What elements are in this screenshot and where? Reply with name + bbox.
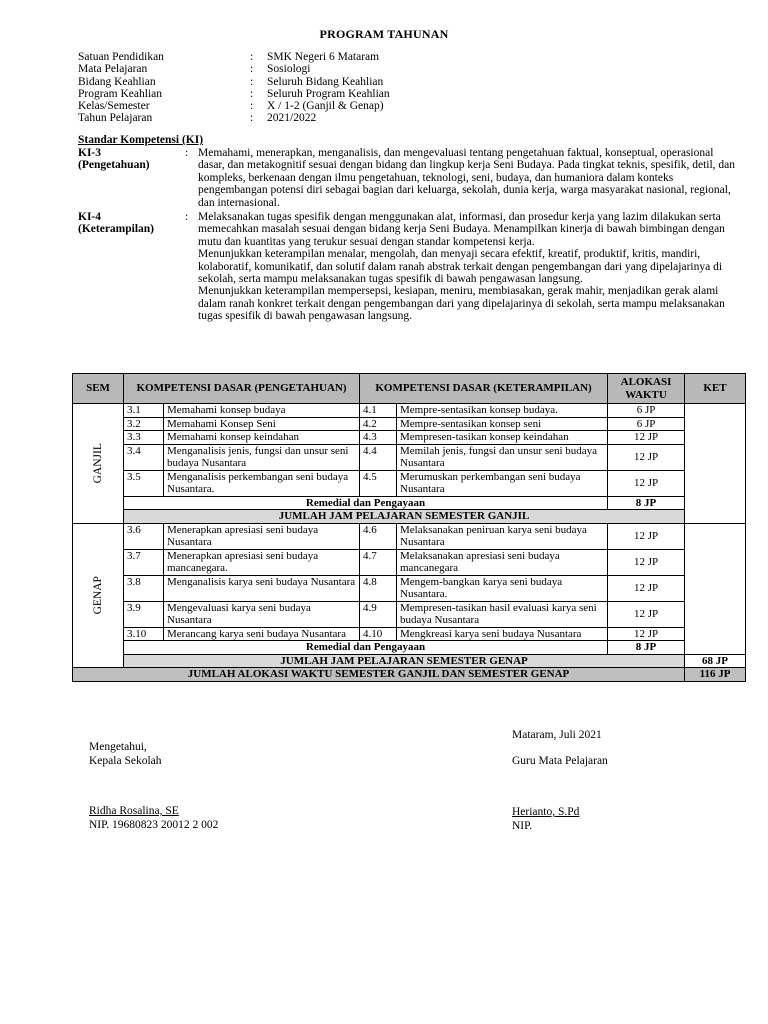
kd-text: Menganalisis karya seni budaya Nusantara <box>164 575 360 601</box>
kd-number: 3.3 <box>124 431 164 445</box>
kd-number: 4.5 <box>360 470 397 496</box>
identity-label: Mata Pelajaran <box>78 63 148 76</box>
right-role: Guru Mata Pelajaran <box>512 755 608 767</box>
identity-colon: : <box>250 63 254 76</box>
alokasi-cell: 12 JP <box>608 575 685 601</box>
identity-value: 2021/2022 <box>267 112 317 125</box>
ki3-code: KI-3 <box>78 147 101 159</box>
header-kd-keterampilan: KOMPETENSI DASAR (KETERAMPILAN) <box>360 374 608 404</box>
kd-number: 3.5 <box>124 470 164 496</box>
identity-colon: : <box>250 112 254 125</box>
identity-label: Satuan Pendidikan <box>78 51 164 63</box>
alokasi-cell: 6 JP <box>608 417 685 431</box>
kd-text: Memahami konsep budaya <box>164 404 360 418</box>
header-ket: KET <box>685 374 746 404</box>
ki4-text <box>198 211 742 323</box>
signature-left-name-block <box>89 804 218 832</box>
identity-colon: : <box>250 51 254 63</box>
identity-row <box>78 88 390 100</box>
semester-total-label: JUMLAH JAM PELAJARAN SEMESTER GENAP <box>124 654 685 668</box>
ki4-paragraph: Menunjukkan keterampilan menalar, mengolah, dan menyaji secara efektif, kreatif, produktif, kritis, mandiri, kolaboratif, komunikatif, dan solutif dalam ranah abstrak terkait dengan pengembangan dari yang dipelajarinya di sekolah, serta mampu melaksanakan tugas spesifik di bawah pengawasan langsung. <box>198 248 723 286</box>
identity-label: Program Keahlian <box>78 87 162 100</box>
ki3-block <box>78 147 742 209</box>
identity-value: Seluruh Program Keahlian <box>267 87 390 100</box>
remedial-jp: 8 JP <box>608 496 685 510</box>
identity-row <box>78 112 390 124</box>
remedial-row <box>73 641 746 655</box>
left-signatory-nip: NIP. 19680823 20012 2 002 <box>89 819 219 831</box>
kd-number: 4.10 <box>360 627 397 641</box>
ki4-subtitle: (Keterampilan) <box>78 223 155 236</box>
semester-total-label: JUMLAH JAM PELAJARAN SEMESTER GANJIL <box>124 510 685 524</box>
identity-value: SMK Negeri 6 Mataram <box>267 51 380 63</box>
remedial-row <box>73 496 746 510</box>
kd-text: Mengem-bangkan karya seni budaya Nusantara. <box>397 575 608 601</box>
kd-text: Memahami konsep keindahan <box>164 431 360 445</box>
table-header-row <box>73 374 746 404</box>
ki4-colon: : <box>185 211 189 223</box>
kd-text: Mempresen-tasikan hasil evaluasi karya seni budaya Nusantara <box>397 601 608 627</box>
remedial-label: Remedial dan Pengayaan <box>124 496 608 510</box>
kd-text: Menganalisis jenis, fungsi dan unsur seni budaya Nusantara <box>164 444 360 470</box>
kd-text: Mempre-sentasikan konsep seni <box>397 417 608 431</box>
identity-value: Sosiologi <box>267 63 311 76</box>
program-table <box>72 373 746 682</box>
semester-label: GENAP <box>91 576 104 615</box>
remedial-label: Remedial dan Pengayaan <box>124 641 608 655</box>
kd-number: 4.9 <box>360 601 397 627</box>
identity-colon: : <box>250 87 254 100</box>
table-row <box>73 575 746 601</box>
grand-total-row <box>73 668 746 682</box>
alokasi-cell: 6 JP <box>608 404 685 418</box>
kd-text: Merumuskan perkembangan seni budaya Nusantara <box>397 470 608 496</box>
alokasi-cell: 12 JP <box>608 470 685 496</box>
ket-cell <box>685 404 746 524</box>
table-row <box>73 431 746 445</box>
page-title: PROGRAM TAHUNAN <box>319 27 449 41</box>
left-signatory-name: Ridha Rosalina, SE <box>89 805 179 817</box>
kd-text: Merancang karya seni budaya Nusantara <box>164 627 360 641</box>
alokasi-cell: 12 JP <box>608 627 685 641</box>
header-alokasi: ALOKASI WAKTU <box>608 374 685 404</box>
kd-text: Mengevaluasi karya seni budaya Nusantara <box>164 601 360 627</box>
ki4-paragraph: Menunjukkan keterampilan mempersepsi, kesiapan, meniru, membiasakan, gerak mahir, menjadikan gerak alami dalam ranah konkret terkait dengan pengembangan dari yang dipelajarinya di sekolah, serta mampu melaksanakan tugas spesifik di bawah pengawasan langsung. <box>198 285 725 323</box>
table-row <box>73 549 746 575</box>
table-row <box>73 417 746 431</box>
ki4-code: KI-4 <box>78 211 101 223</box>
ket-cell <box>685 523 746 654</box>
standar-kompetensi-heading: Standar Kompetensi (KI) <box>78 134 204 146</box>
kd-number: 4.4 <box>360 444 397 470</box>
signature-left-block <box>89 740 162 768</box>
kd-number: 3.7 <box>124 549 164 575</box>
semester-label: GANJIL <box>91 443 104 484</box>
table-row <box>73 404 746 418</box>
kd-text: Melaksanakan peniruan karya seni budaya Nusantara <box>397 523 608 549</box>
identity-row <box>78 51 390 63</box>
semester-genap-cell <box>73 523 124 668</box>
kd-text: Mempre-sentasikan konsep budaya. <box>397 404 608 418</box>
kd-number: 4.7 <box>360 549 397 575</box>
kd-number: 4.8 <box>360 575 397 601</box>
kd-number: 3.2 <box>124 417 164 431</box>
header-kd-pengetahuan: KOMPETENSI DASAR (PENGETAHUAN) <box>124 374 360 404</box>
ki3-text: Memahami, menerapkan, menganalisis, dan mengevaluasi tentang pengetahuan faktual, konseptual, operasional dasar, dan metakognitif sesuai dengan bidang dan lingkup kerja Seni Budaya. Pada tingkat teknis, spesifik, detil, dan kompleks, berkenaan dengan ilmu pengetahuan, teknologi, seni, budaya, dan humaniora dalam konteks pengembangan potensi diri sebagai bagian dari keluarga, sekolah, dunia kerja, warga masyarakat nasional, regional, dan internasional. <box>198 147 736 209</box>
table-row <box>73 601 746 627</box>
identity-label: Kelas/Semester <box>78 100 150 113</box>
left-role-line2: Kepala Sekolah <box>89 755 162 767</box>
kd-text: Mengkreasi karya seni budaya Nusantara <box>397 627 608 641</box>
identity-row <box>78 76 390 88</box>
remedial-jp: 8 JP <box>608 641 685 655</box>
kd-number: 4.6 <box>360 523 397 549</box>
alokasi-cell: 12 JP <box>608 601 685 627</box>
alokasi-cell: 12 JP <box>608 444 685 470</box>
identity-block <box>78 51 390 125</box>
kd-text: Memahami Konsep Seni <box>164 417 360 431</box>
identity-colon: : <box>250 100 254 113</box>
kd-number: 3.4 <box>124 444 164 470</box>
kd-text: Menerapkan apresiasi seni budaya mancanegara. <box>164 549 360 575</box>
kd-text: Mempresen-tasikan konsep keindahan <box>397 431 608 445</box>
ki3-subtitle: (Pengetahuan) <box>78 159 150 172</box>
table-row <box>73 444 746 470</box>
semester-total-jp: 68 JP <box>685 654 746 668</box>
kd-number: 3.10 <box>124 627 164 641</box>
kd-number: 3.6 <box>124 523 164 549</box>
identity-row <box>78 100 390 112</box>
semester-ganjil-cell <box>73 404 124 524</box>
right-signatory-nip: NIP. <box>512 820 533 832</box>
kd-text: Melaksanakan apresiasi seni budaya mancanegara <box>397 549 608 575</box>
signature-right-name-block <box>512 805 579 833</box>
kd-text: Memilah jenis, fungsi dan unsur seni budaya Nusantara <box>397 444 608 470</box>
identity-value: Seluruh Bidang Keahlian <box>267 75 384 88</box>
right-signatory-name: Herianto, S.Pd <box>512 806 580 818</box>
kd-number: 3.9 <box>124 601 164 627</box>
kd-number: 3.1 <box>124 404 164 418</box>
ki4-label <box>78 211 185 323</box>
identity-value: X / 1-2 (Ganjil & Genap) <box>267 100 384 113</box>
identity-colon: : <box>250 75 254 88</box>
alokasi-cell: 12 JP <box>608 431 685 445</box>
alokasi-cell: 12 JP <box>608 523 685 549</box>
semester-total-row <box>73 510 746 524</box>
identity-label: Tahun Pelajaran <box>78 112 153 125</box>
kd-text: Menerapkan apresiasi seni budaya Nusantara <box>164 523 360 549</box>
ki4-block <box>78 211 742 323</box>
alokasi-cell: 12 JP <box>608 549 685 575</box>
kd-number: 3.8 <box>124 575 164 601</box>
ki3-label <box>78 147 185 209</box>
identity-label: Bidang Keahlian <box>78 75 156 88</box>
table-row <box>73 523 746 549</box>
place-date: Mataram, Juli 2021 <box>512 729 602 741</box>
table-row <box>73 470 746 496</box>
ki3-colon: : <box>185 147 189 159</box>
left-role-line1: Mengetahui, <box>89 741 147 753</box>
ki4-paragraph: Melaksanakan tugas spesifik dengan menggunakan alat, informasi, dan prosedur kerja yang lazim dilakukan serta memecahkan masalah sesuai dengan bidang kerja Seni Budaya. Menampilkan kinerja di bawah bimbingan dengan mutu dan kuantitas yang terukur sesuai dengan standar kompetensi kerja. <box>198 211 725 248</box>
semester-total-row <box>73 654 746 668</box>
identity-row <box>78 63 390 75</box>
kd-number: 4.1 <box>360 404 397 418</box>
kd-number: 4.2 <box>360 417 397 431</box>
grand-total-label: JUMLAH ALOKASI WAKTU SEMESTER GANJIL DAN SEMESTER GENAP <box>73 668 685 682</box>
grand-total-jp: 116 JP <box>685 668 746 682</box>
header-sem: SEM <box>73 374 124 404</box>
kd-number: 4.3 <box>360 431 397 445</box>
kd-text: Menganalisis perkembangan seni budaya Nusantara. <box>164 470 360 496</box>
table-row <box>73 627 746 641</box>
